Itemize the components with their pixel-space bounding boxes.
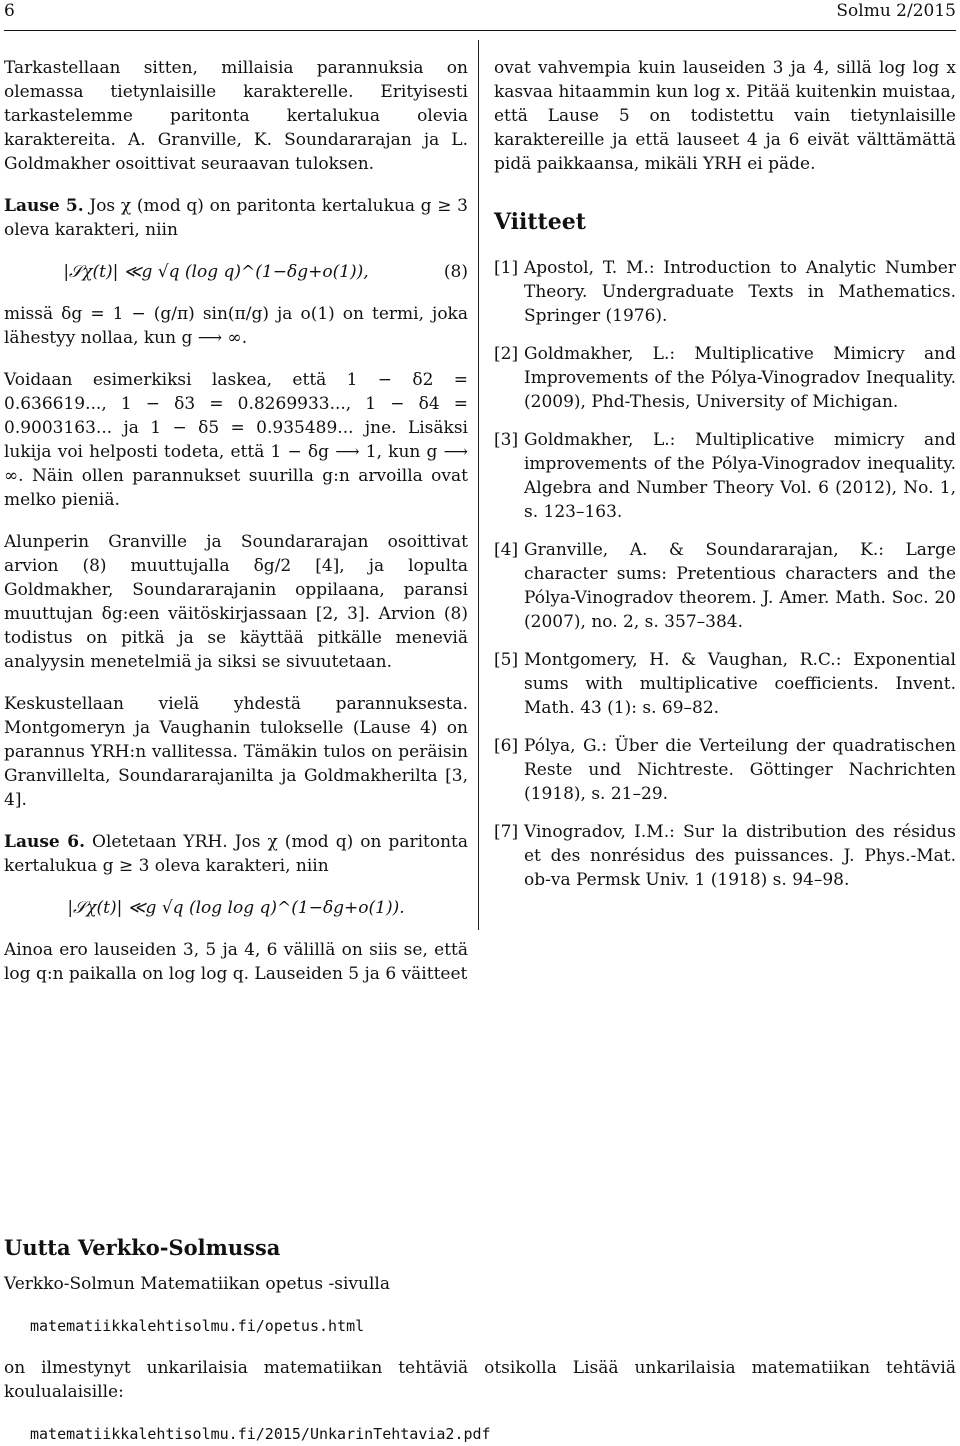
reference-text: Apostol, T. M.: Introduction to Analytic Number Theory. Undergraduate Texts in Mathematics. Springer (1976). — [524, 258, 956, 326]
reference-text: Pólya, G.: Über die Verteilung der quadratischen Reste und Nichtreste. Göttinger Nachrichten (1918), s. 21–29. — [524, 736, 956, 804]
paragraph-history: Alunperin Granville ja Soundararajan osoittivat arvion (8) muuttujalla δg/2 [4], ja lopulta Goldmakher, Soundararajanin oppilaana, paransi muuttujan δg:een väitöskirjassaan [2, 3]. Arvion (8) todistus on pitkä ja se käyttää pitkälle meneviä analyysin menetelmiä ja siksi se sivuutetaan. — [4, 532, 468, 672]
reference-text: Vinogradov, I.M.: Sur la distribution des résidus et des nonrésidus des puissances. J. Phys.-Mat. ob-va Permsk Univ. 1 (1918) s. 94–98. — [524, 822, 956, 890]
page-number: 6 — [4, 1, 15, 21]
news-title: Uutta Verkko-Solmussa — [4, 1235, 281, 1260]
reference-text: Goldmakher, L.: Multiplicative Mimicry and Improvements of the Pólya-Vinogradov Inequality. (2009), Phd-Thesis, University of Michigan. — [524, 344, 956, 412]
reference-text: Goldmakher, L.: Multiplicative mimicry and improvements of the Pólya-Vinogradov inequality. Algebra and Number Theory Vol. 6 (2012), No. 1, s. 123–163. — [524, 430, 956, 522]
reference-number: [5] — [494, 650, 519, 670]
column-separator — [478, 40, 479, 930]
reference-item — [494, 648, 956, 720]
paragraph-intro: Tarkastellaan sitten, millaisia parannuksia on olemassa tietynlaisille karakterelle. Erityisesti tarkastelemme paritonta kertalukua olevia karaktereita. A. Granville, K. Soundararajan ja L. Goldmakher osoittivat seuraavan tuloksen. — [4, 58, 468, 174]
page-header — [0, 0, 960, 22]
theorem-6-text: Oletetaan YRH. Jos χ (mod q) on paritonta kertalukua g ≥ 3 oleva karakteri, niin — [4, 832, 468, 876]
journal-issue: Solmu 2/2015 — [836, 1, 956, 21]
equation-8-formula: |𝒮χ(t)| ≪g √q (log q)^(1−δg+o(1)), — [63, 262, 369, 282]
references-title: Viitteet — [494, 209, 586, 235]
news-box — [4, 1236, 956, 1446]
left-column — [4, 56, 468, 1004]
equation-9-formula: |𝒮χ(t)| ≪g √q (log log q)^(1−δg+o(1)). — [67, 898, 405, 918]
news-url-2[interactable]: matematiikkalehtisolmu.fi/2015/UnkarinTehtavia2.pdf — [30, 1425, 491, 1443]
paragraph-continued: ovat vahvempia kuin lauseiden 3 ja 4, sillä log log x kasvaa hitaammin kun log x. Pitää kuitenkin muistaa, että Lause 5 on todistettu vain tietynlaisille karaktereille ja että lauseet 4 ja 6 eivät välttämättä pidä paikkaansa, mikäli YRH ei päde. — [494, 58, 956, 174]
paragraph-missa: missä δg = 1 − (g/π) sin(π/g) ja o(1) on termi, joka lähestyy nollaa, kun g ⟶ ∞. — [4, 304, 468, 348]
reference-item — [494, 538, 956, 634]
paragraph-values: Voidaan esimerkiksi laskea, että 1 − δ2 = 0.636619..., 1 − δ3 = 0.8269933..., 1 − δ4 = 0.9003163... ja 1 − δ5 = 0.935489... jne. Lisäksi lukija voi helposti todeta, että 1 − δg ⟶ 1, kun g ⟶ ∞. Näin ollen parannukset suurilla g:n arvoilla ovat melko pieniä. — [4, 370, 468, 510]
equation-8-tag: (8) — [443, 262, 468, 282]
reference-item — [494, 256, 956, 328]
reference-number: [4] — [494, 540, 519, 560]
reference-number: [3] — [494, 430, 519, 450]
reference-item — [494, 342, 956, 414]
reference-text: Granville, A. & Soundararajan, K.: Large character sums: Pretentious characters and the Pólya-Vinogradov theorem. J. Amer. Math. Soc. 20 (2007), no. 2, s. 357–384. — [524, 540, 956, 632]
reference-number: [6] — [494, 736, 519, 756]
paragraph-difference: Ainoa ero lauseiden 3, 5 ja 4, 6 välillä on siis se, että log q:n paikalla on log log q. Lauseiden 5 ja 6 väitteet — [4, 940, 468, 984]
reference-number: [1] — [494, 258, 519, 278]
reference-item — [494, 820, 956, 892]
reference-item — [494, 734, 956, 806]
news-line-1: Verkko-Solmun Matematiikan opetus -sivulla — [4, 1274, 390, 1294]
reference-text: Montgomery, H. & Vaughan, R.C.: Exponential sums with multiplicative coefficients. Invent. Math. 43 (1): s. 69–82. — [524, 650, 956, 718]
reference-item — [494, 428, 956, 524]
theorem-5-label: Lause 5. — [4, 196, 84, 216]
equation-9 — [4, 896, 468, 920]
news-url-1[interactable]: matematiikkalehtisolmu.fi/opetus.html — [30, 1317, 365, 1335]
theorem-5 — [4, 194, 468, 242]
right-column — [494, 56, 956, 906]
theorem-6-label: Lause 6. — [4, 832, 85, 852]
equation-8 — [4, 260, 468, 284]
paragraph-improvement: Keskustellaan vielä yhdestä parannuksesta. Montgomeryn ja Vaughanin tulokselle (Lause 4) on parannus YRH:n vallitessa. Tämäkin tulos on peräisin Granvillelta, Soundararajanilta ja Goldmakherilta [3, 4]. — [4, 694, 468, 810]
theorem-5-text: Jos χ (mod q) on paritonta kertalukua g ≥ 3 oleva karakteri, niin — [4, 196, 468, 240]
theorem-6 — [4, 830, 468, 878]
reference-number: [7] — [494, 822, 519, 842]
header-rule — [4, 30, 956, 31]
reference-number: [2] — [494, 344, 519, 364]
news-line-2: on ilmestynyt unkarilaisia matematiikan tehtäviä otsikolla Lisää unkarilaisia matematiikan tehtäviä koulualaisille: — [4, 1358, 956, 1402]
